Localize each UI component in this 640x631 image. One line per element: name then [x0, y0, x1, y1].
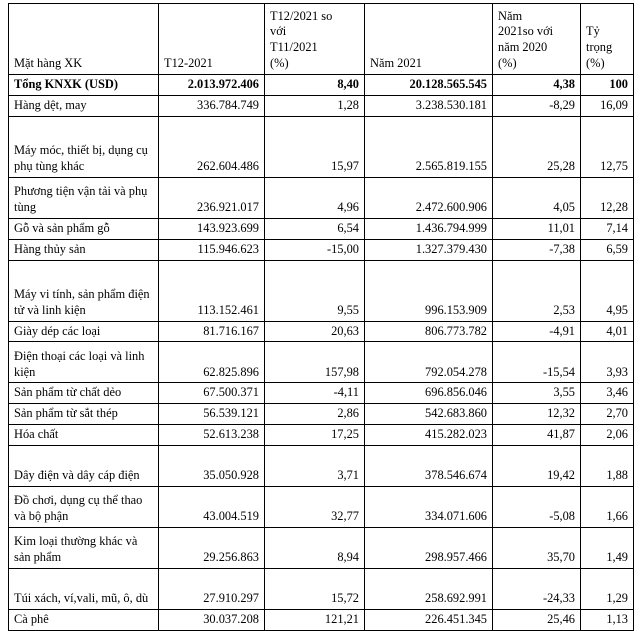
cell-mom-change-pct: 4,96: [265, 177, 365, 218]
column-header-mom-line-2: với: [270, 24, 287, 39]
table-header: [9, 4, 634, 75]
cell-share-pct: 12,28: [581, 177, 634, 218]
cell-share-pct: 1,29: [581, 569, 634, 610]
cell-dec-2021-value: 29.256.863: [159, 528, 265, 569]
cell-commodity-name: Đồ chơi, dụng cụ thể thao và bộ phận: [9, 487, 159, 528]
cell-dec-2021-value: 113.152.461: [159, 260, 265, 321]
cell-yoy-change-pct: 25,28: [493, 116, 581, 177]
cell-share-pct: 2,06: [581, 425, 634, 446]
cell-yoy-change-pct: -5,08: [493, 487, 581, 528]
cell-mom-change-pct: 8,40: [265, 75, 365, 96]
cell-year-2021-value: 334.071.606: [365, 487, 493, 528]
table-row: [9, 218, 634, 239]
cell-commodity-name: Gỗ và sản phẩm gỗ: [9, 218, 159, 239]
cell-mom-change-pct: 9,55: [265, 260, 365, 321]
cell-mom-change-pct: 15,72: [265, 569, 365, 610]
cell-mom-change-pct: 157,98: [265, 342, 365, 383]
cell-year-2021-value: 298.957.466: [365, 528, 493, 569]
column-header-yoy-line-1: Năm: [498, 8, 523, 23]
cell-yoy-change-pct: 4,38: [493, 75, 581, 96]
cell-yoy-change-pct: 4,05: [493, 177, 581, 218]
cell-year-2021-value: 415.282.023: [365, 425, 493, 446]
cell-mom-change-pct: 121,21: [265, 610, 365, 631]
cell-commodity-name: Hàng thủy sản: [9, 239, 159, 260]
cell-share-pct: 3,93: [581, 342, 634, 383]
column-header-yoy-line-2: 2021so với: [498, 24, 554, 39]
cell-dec-2021-value: 115.946.623: [159, 239, 265, 260]
cell-dec-2021-value: 336.784.749: [159, 95, 265, 116]
cell-share-pct: 12,75: [581, 116, 634, 177]
cell-yoy-change-pct: -4,91: [493, 321, 581, 342]
cell-year-2021-value: 806.773.782: [365, 321, 493, 342]
cell-share-pct: 3,46: [581, 383, 634, 404]
cell-yoy-change-pct: 3,55: [493, 383, 581, 404]
cell-commodity-name: Máy móc, thiết bị, dụng cụ phụ tùng khác: [9, 116, 159, 177]
cell-commodity-name: Hàng dệt, may: [9, 95, 159, 116]
cell-year-2021-value: 1.327.379.430: [365, 239, 493, 260]
cell-year-2021-value: 226.451.345: [365, 610, 493, 631]
table-row: [9, 177, 634, 218]
cell-commodity-name: Sản phẩm từ sắt thép: [9, 404, 159, 425]
column-header-commodity: Mặt hàng XK: [9, 4, 159, 75]
cell-commodity-name: Kim loại thường khác và sản phẩm: [9, 528, 159, 569]
cell-dec-2021-value: 52.613.238: [159, 425, 265, 446]
column-header-yoy-line-4: (%): [498, 56, 517, 71]
cell-dec-2021-value: 43.004.519: [159, 487, 265, 528]
cell-commodity-name: Dây điện và dây cáp điện: [9, 446, 159, 487]
table-row: [9, 487, 634, 528]
table-row: [9, 239, 634, 260]
cell-share-pct: 1,66: [581, 487, 634, 528]
table-row: [9, 75, 634, 96]
export-statistics-table: [8, 3, 634, 631]
cell-share-pct: 7,14: [581, 218, 634, 239]
cell-year-2021-value: 378.546.674: [365, 446, 493, 487]
cell-share-pct: 4,95: [581, 260, 634, 321]
cell-year-2021-value: 258.692.991: [365, 569, 493, 610]
cell-share-pct: 4,01: [581, 321, 634, 342]
cell-commodity-name: Tổng KNXK (USD): [9, 75, 159, 96]
cell-dec-2021-value: 56.539.121: [159, 404, 265, 425]
table-row: [9, 446, 634, 487]
cell-yoy-change-pct: 12,32: [493, 404, 581, 425]
cell-mom-change-pct: 15,97: [265, 116, 365, 177]
cell-mom-change-pct: 17,25: [265, 425, 365, 446]
cell-share-pct: 16,09: [581, 95, 634, 116]
cell-share-pct: 1,13: [581, 610, 634, 631]
cell-dec-2021-value: 27.910.297: [159, 569, 265, 610]
cell-mom-change-pct: 32,77: [265, 487, 365, 528]
cell-yoy-change-pct: 25,46: [493, 610, 581, 631]
cell-dec-2021-value: 62.825.896: [159, 342, 265, 383]
cell-dec-2021-value: 2.013.972.406: [159, 75, 265, 96]
cell-yoy-change-pct: 19,42: [493, 446, 581, 487]
cell-year-2021-value: 3.238.530.181: [365, 95, 493, 116]
table-header-row: [9, 4, 634, 75]
cell-dec-2021-value: 81.716.167: [159, 321, 265, 342]
cell-commodity-name: Cà phê: [9, 610, 159, 631]
cell-yoy-change-pct: 11,01: [493, 218, 581, 239]
column-header-mom-line-1: T12/2021 so: [270, 8, 333, 23]
cell-dec-2021-value: 67.500.371: [159, 383, 265, 404]
cell-year-2021-value: 996.153.909: [365, 260, 493, 321]
cell-commodity-name: Sản phẩm từ chất dẻo: [9, 383, 159, 404]
cell-mom-change-pct: 3,71: [265, 446, 365, 487]
table-row: [9, 569, 634, 610]
cell-commodity-name: Túi xách, ví,vali, mũ, ô, dù: [9, 569, 159, 610]
cell-dec-2021-value: 35.050.928: [159, 446, 265, 487]
cell-yoy-change-pct: -15,54: [493, 342, 581, 383]
column-header-share-line-3: (%): [586, 56, 605, 71]
table-row: [9, 404, 634, 425]
cell-yoy-change-pct: -24,33: [493, 569, 581, 610]
column-header-mom-change: [265, 4, 365, 75]
table-row: [9, 260, 634, 321]
cell-share-pct: 100: [581, 75, 634, 96]
cell-mom-change-pct: 20,63: [265, 321, 365, 342]
export-statistics-table-container: [8, 3, 633, 631]
table-row: [9, 95, 634, 116]
cell-mom-change-pct: 8,94: [265, 528, 365, 569]
column-header-mom-line-3: T11/2021: [270, 40, 318, 55]
column-header-dec-2021: T12-2021: [159, 4, 265, 75]
cell-dec-2021-value: 30.037.208: [159, 610, 265, 631]
cell-yoy-change-pct: -8,29: [493, 95, 581, 116]
cell-mom-change-pct: -15,00: [265, 239, 365, 260]
table-row: [9, 383, 634, 404]
table-row: [9, 342, 634, 383]
cell-share-pct: 6,59: [581, 239, 634, 260]
table-row: [9, 321, 634, 342]
column-header-share-line-2: trọng: [586, 40, 613, 55]
cell-year-2021-value: 1.436.794.999: [365, 218, 493, 239]
cell-commodity-name: Giày dép các loại: [9, 321, 159, 342]
table-row: [9, 610, 634, 631]
cell-yoy-change-pct: 35,70: [493, 528, 581, 569]
cell-mom-change-pct: 1,28: [265, 95, 365, 116]
cell-share-pct: 1,88: [581, 446, 634, 487]
cell-year-2021-value: 20.128.565.545: [365, 75, 493, 96]
column-header-yoy-change: [493, 4, 581, 75]
cell-mom-change-pct: 2,86: [265, 404, 365, 425]
cell-commodity-name: Hóa chất: [9, 425, 159, 446]
table-body: [9, 75, 634, 631]
table-row: [9, 425, 634, 446]
cell-dec-2021-value: 236.921.017: [159, 177, 265, 218]
cell-year-2021-value: 2.565.819.155: [365, 116, 493, 177]
cell-share-pct: 2,70: [581, 404, 634, 425]
cell-year-2021-value: 696.856.046: [365, 383, 493, 404]
table-row: [9, 528, 634, 569]
column-header-share: [581, 4, 634, 75]
cell-commodity-name: Máy vi tính, sản phẩm điện tử và linh kiện: [9, 260, 159, 321]
cell-commodity-name: Điện thoại các loại và linh kiện: [9, 342, 159, 383]
cell-mom-change-pct: -4,11: [265, 383, 365, 404]
cell-mom-change-pct: 6,54: [265, 218, 365, 239]
column-header-mom-line-4: (%): [270, 56, 289, 71]
cell-yoy-change-pct: 41,87: [493, 425, 581, 446]
cell-yoy-change-pct: -7,38: [493, 239, 581, 260]
cell-year-2021-value: 542.683.860: [365, 404, 493, 425]
cell-year-2021-value: 2.472.600.906: [365, 177, 493, 218]
cell-year-2021-value: 792.054.278: [365, 342, 493, 383]
column-header-year-2021: Năm 2021: [365, 4, 493, 75]
cell-commodity-name: Phương tiện vận tải và phụ tùng: [9, 177, 159, 218]
column-header-share-line-1: Tỷ: [586, 24, 600, 39]
column-header-yoy-line-3: năm 2020: [498, 40, 548, 55]
cell-dec-2021-value: 143.923.699: [159, 218, 265, 239]
cell-share-pct: 1,49: [581, 528, 634, 569]
table-row: [9, 116, 634, 177]
cell-dec-2021-value: 262.604.486: [159, 116, 265, 177]
cell-yoy-change-pct: 2,53: [493, 260, 581, 321]
